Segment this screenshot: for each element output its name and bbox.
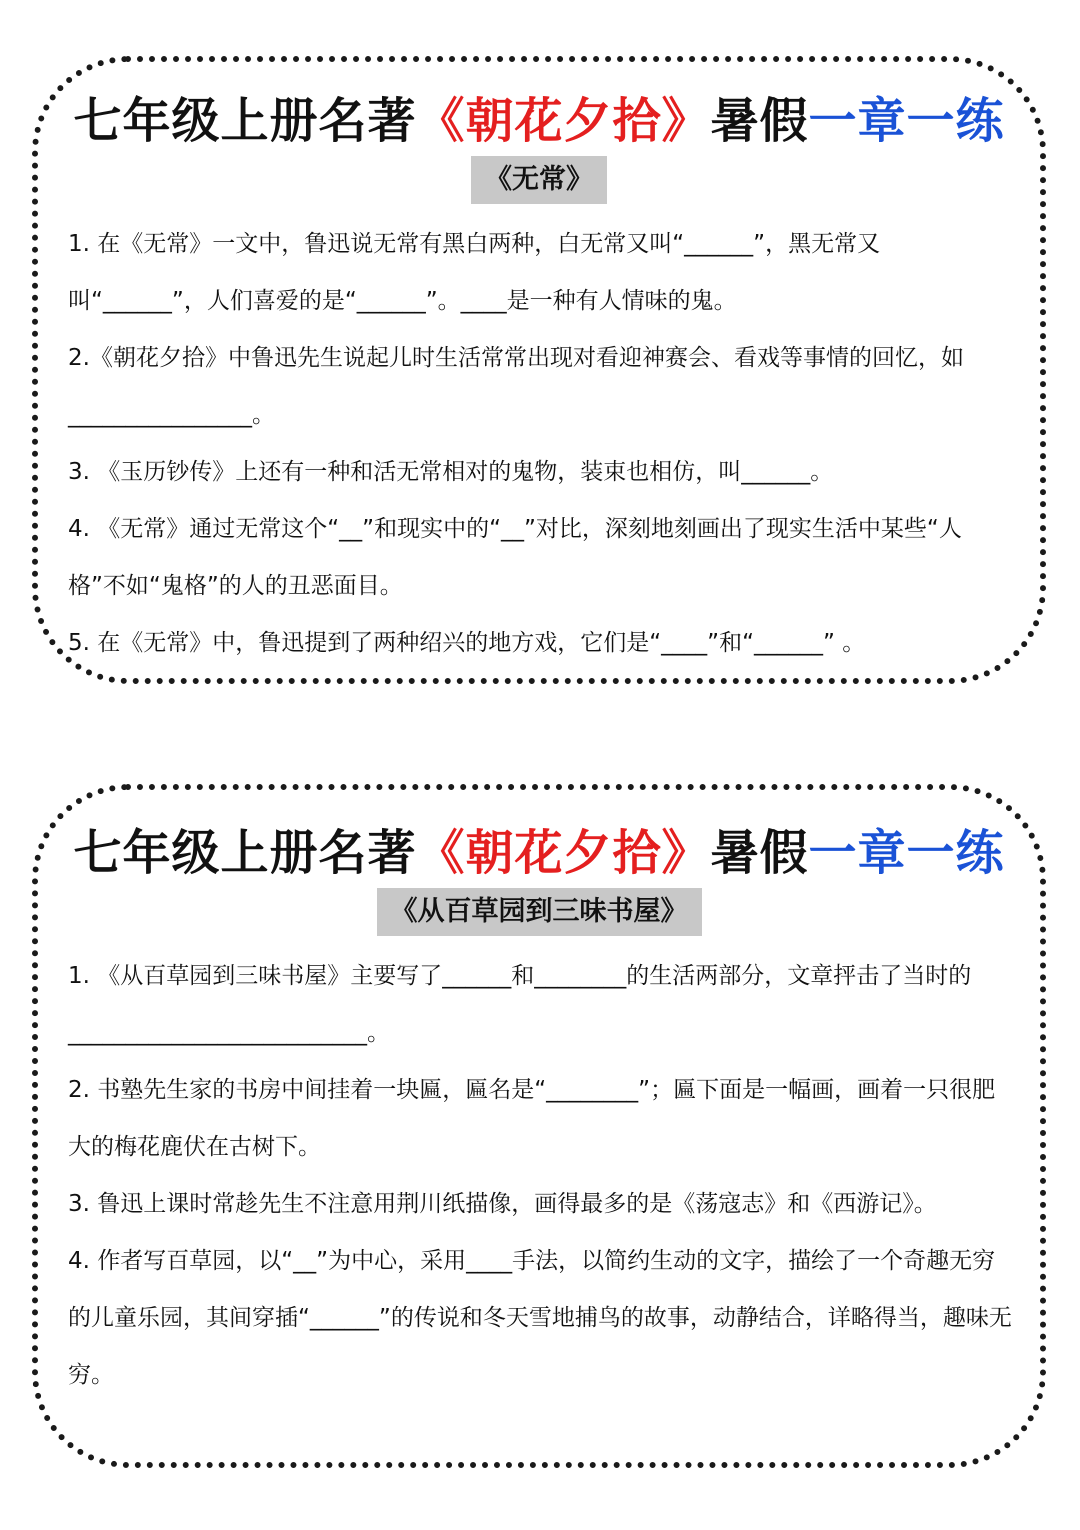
question-list	[68, 216, 1014, 672]
title-middle: 暑假	[710, 825, 809, 881]
question-item: 3. 《玉历钞传》上还有一种和活无常相对的鬼物，装束也相仿，叫______。	[68, 459, 834, 485]
title-prefix: 七年级上册名著	[73, 93, 417, 149]
worksheet-card-1	[32, 56, 1046, 684]
title-prefix: 七年级上册名著	[73, 825, 417, 881]
worksheet-card-2	[32, 784, 1046, 1468]
question-item: 4. 《无常》通过无常这个“__”和现实中的“__”对比，深刻地刻画出了现实生活中某些“人格”不如“鬼格”的人的丑恶面目。	[68, 516, 962, 599]
chapter-label-wrap	[38, 888, 1040, 936]
title-book: 《朝花夕拾》	[416, 93, 711, 149]
question-item: 1. 《从百草园到三味书屋》主要写了______和________的生活两部分，文章抨击了当时的__________________________。	[68, 963, 972, 1046]
chapter-label-wrap	[38, 156, 1040, 204]
title-middle: 暑假	[710, 93, 809, 149]
question-item: 2. 书塾先生家的书房中间挂着一块匾，匾名是“________”；匾下面是一幅画，画着一只很肥大的梅花鹿伏在古树下。	[68, 1077, 996, 1160]
title-suffix: 一章一练	[808, 825, 1005, 881]
chapter-label: 《从百草园到三味书屋》	[377, 888, 702, 936]
question-item: 2.《朝花夕拾》中鲁迅先生说起儿时生活常常出现对看迎神赛会、看戏等事情的回忆，如________________。	[68, 345, 964, 428]
worksheet-title	[38, 82, 1040, 151]
question-item: 4. 作者写百草园，以“__”为中心，采用____手法，以简约生动的文字，描绘了一个奇趣无穷的儿童乐园，其间穿插“______”的传说和冬天雪地捕鸟的故事，动静结合，详略得当，趣味无穷。	[68, 1248, 1012, 1388]
title-book: 《朝花夕拾》	[416, 825, 711, 881]
chapter-label: 《无常》	[471, 156, 607, 204]
question-item: 3. 鲁迅上课时常趁先生不注意用荆川纸描像，画得最多的是《荡寇志》和《西游记》。	[68, 1191, 937, 1217]
question-item: 5. 在《无常》中，鲁迅提到了两种绍兴的地方戏，它们是“____”和“______” 。	[68, 630, 866, 656]
question-item: 1. 在《无常》一文中，鲁迅说无常有黑白两种，白无常又叫“______”，黑无常又叫“______”，人们喜爱的是“______”。____是一种有人情味的鬼。	[68, 231, 881, 314]
question-list	[68, 948, 1014, 1404]
worksheet-title	[38, 814, 1040, 883]
title-suffix: 一章一练	[808, 93, 1005, 149]
